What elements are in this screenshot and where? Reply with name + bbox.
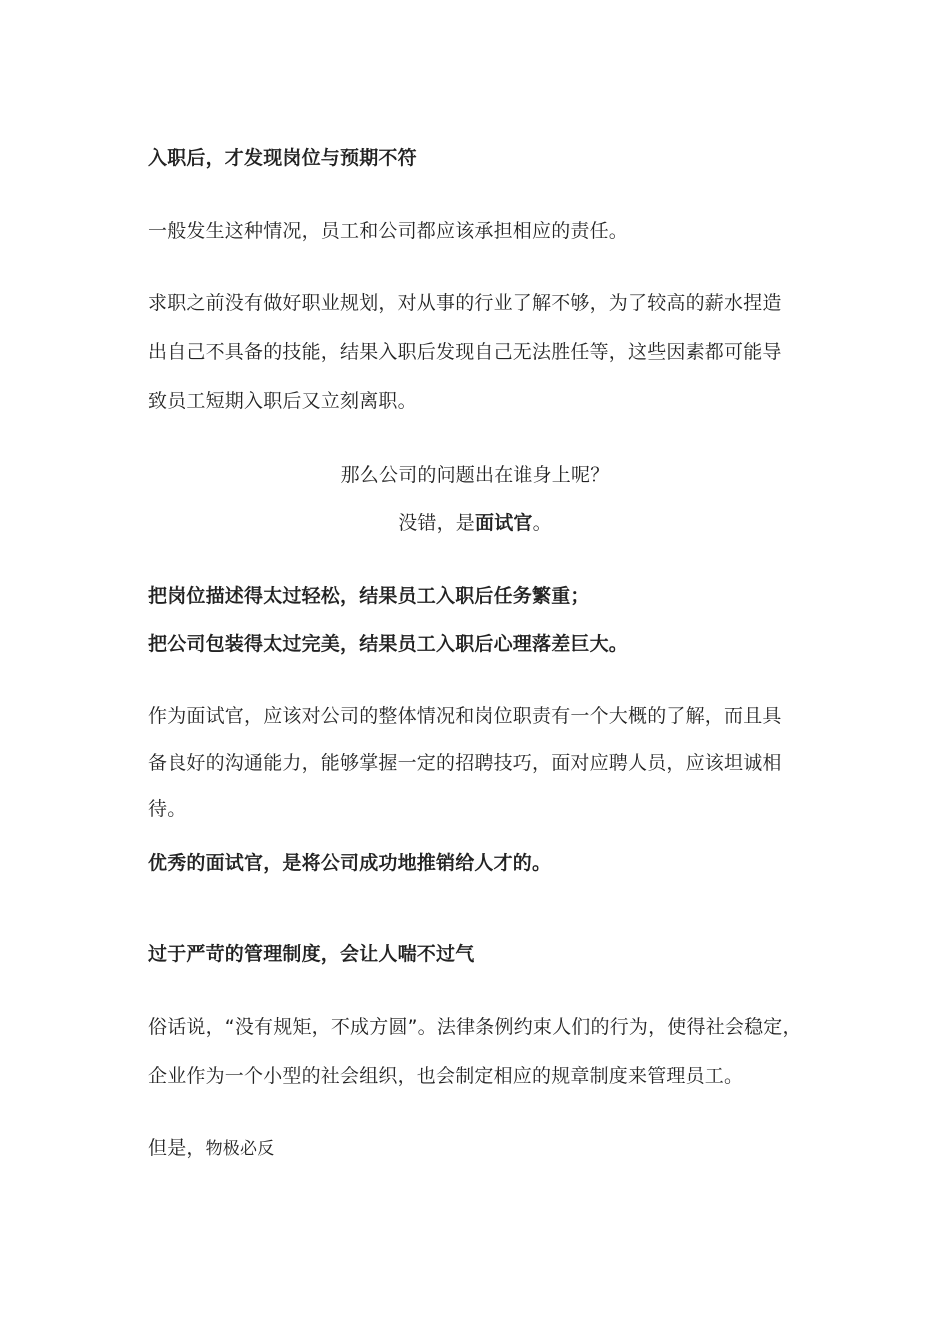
conclusion-line: 优秀的面试官，是将公司成功地推销给人才的。	[148, 852, 552, 874]
advice-line: 备良好的沟通能力，能够掌握一定的招聘技巧，面对应聘人员，应该坦诚相	[148, 752, 782, 774]
paragraph-line: 出自己不具备的技能，结果入职后发现自己无法胜任等，这些因素都可能导	[148, 341, 782, 363]
advice-line: 作为面试官，应该对公司的整体情况和岗位职责有一个大概的了解，而且具	[148, 705, 782, 727]
final-line	[148, 1136, 818, 1161]
section-heading-1: 入职后，才发现岗位与预期不符	[148, 147, 417, 169]
final-prefix: 但是，	[148, 1137, 206, 1159]
paragraph-line: 求职之前没有做好职业规划，对从事的行业了解不够，为了较高的薪水捏造	[148, 292, 782, 314]
answer-emphasis: 面试官	[475, 512, 533, 534]
advice-line: 待。	[148, 798, 187, 820]
answer-prefix: 没错，是	[398, 512, 475, 534]
intro-paragraph: 一般发生这种情况，员工和公司都应该承担相应的责任。	[148, 220, 629, 242]
answer-line	[0, 511, 950, 535]
paragraph-line: 企业作为一个小型的社会组织，也会制定相应的规章制度来管理员工。	[148, 1065, 744, 1087]
question-line: 那么公司的问题出在谁身上呢？	[340, 464, 610, 486]
final-small-text: 物极必反	[205, 1139, 275, 1159]
paragraph-line: 致员工短期入职后又立刻离职。	[148, 390, 417, 412]
bold-statement-1: 把岗位描述得太过轻松，结果员工入职后任务繁重；	[148, 585, 590, 607]
answer-suffix: 。	[532, 512, 552, 534]
paragraph-line: 俗话说，“没有规矩，不成方圆”。法律条例约束人们的行为，使得社会稳定，	[148, 1016, 802, 1038]
bold-statement-2: 把公司包装得太过完美，结果员工入职后心理落差巨大。	[148, 633, 629, 655]
section-heading-2: 过于严苛的管理制度，会让人喘不过气	[148, 943, 475, 965]
